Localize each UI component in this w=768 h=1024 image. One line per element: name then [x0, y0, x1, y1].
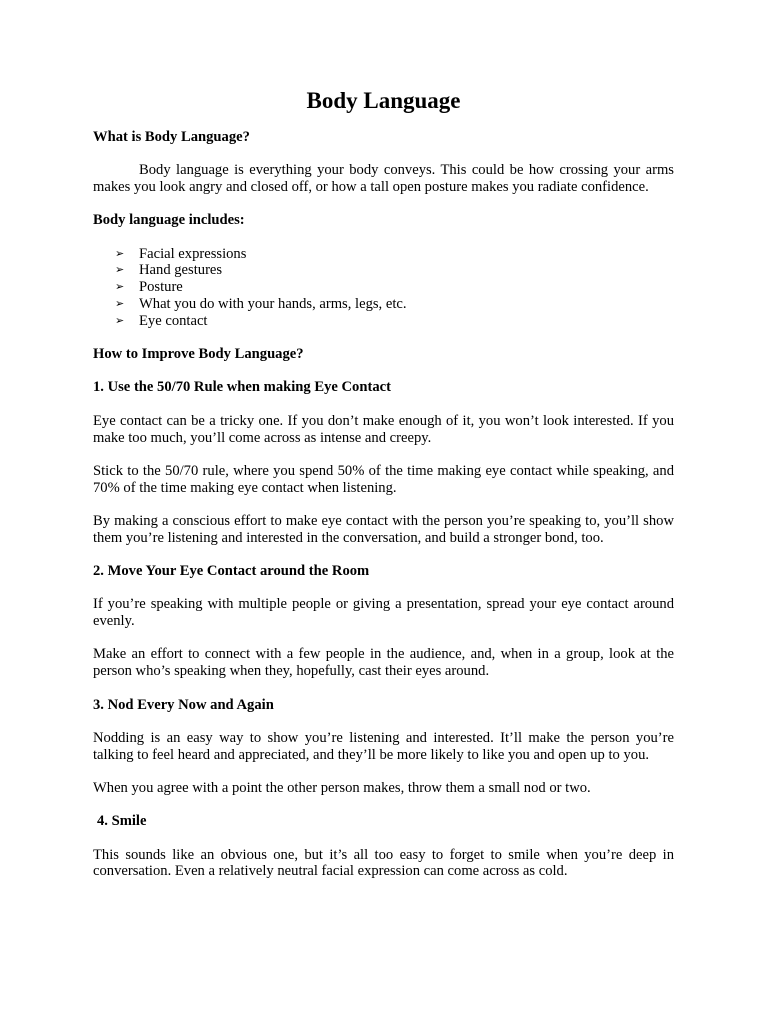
heading-smile: 4. Smile	[97, 813, 147, 830]
heading-body-language-includes: Body language includes:	[93, 212, 245, 229]
list-item	[93, 296, 674, 313]
arrowhead-bullet-icon: ➢	[115, 246, 125, 260]
arrowhead-bullet-icon: ➢	[115, 280, 125, 294]
arrowhead-bullet-icon: ➢	[115, 297, 125, 311]
heading-eye-contact-rule: 1. Use the 50/70 Rule when making Eye Contact	[93, 379, 391, 396]
paragraph-move-eye-contact-2: Make an effort to connect with a few people in the audience, and, when in a group, look at the person who’s speaking when they, hopefully, cast their eyes around.	[93, 646, 674, 680]
heading-how-to-improve: How to Improve Body Language?	[93, 346, 304, 363]
list-item	[93, 313, 674, 330]
document-page	[93, 86, 674, 897]
paragraph-move-eye-contact-1: If you’re speaking with multiple people or giving a presentation, spread your eye contact around evenly.	[93, 596, 674, 630]
arrowhead-bullet-icon: ➢	[115, 313, 125, 327]
heading-nod: 3. Nod Every Now and Again	[93, 696, 274, 713]
paragraph-nod-2: When you agree with a point the other person makes, throw them a small nod or two.	[93, 779, 591, 796]
list-item-text: Eye contact	[139, 312, 208, 329]
paragraph-nod-1: Nodding is an easy way to show you’re listening and interested. It’ll make the person you’re talking to feel heard and appreciated, and they’ll be more likely to like you and open up to you.	[93, 729, 674, 763]
list-item	[93, 246, 674, 263]
includes-bullet-list	[93, 246, 674, 330]
arrowhead-bullet-icon: ➢	[115, 263, 125, 277]
heading-move-eye-contact: 2. Move Your Eye Contact around the Room	[93, 563, 370, 580]
list-item	[93, 279, 674, 296]
paragraph-eye-contact-2: Stick to the 50/70 rule, where you spend 50% of the time making eye contact while speaking, and 70% of the time making eye contact when listening.	[93, 462, 674, 496]
document-title: Body Language	[306, 88, 461, 113]
list-item-text: Posture	[139, 279, 183, 296]
list-item-text: Hand gestures	[139, 262, 223, 279]
list-item	[93, 262, 674, 279]
paragraph-smile-1: This sounds like an obvious one, but it’s all too easy to forget to smile when you’re deep in conversation. Even a relatively neutral facial expression can come across as cold.	[93, 846, 674, 880]
paragraph-what-is-body-language: Body language is everything your body conveys. This could be how crossing your arms makes you look angry and closed off, or how a tall open posture makes you radiate confidence.	[93, 162, 674, 196]
heading-what-is-body-language: What is Body Language?	[93, 129, 250, 145]
paragraph-eye-contact-1: Eye contact can be a tricky one. If you don’t make enough of it, you won’t look interested. If you make too much, you’ll come across as intense and creepy.	[93, 412, 674, 446]
paragraph-eye-contact-3: By making a conscious effort to make eye contact with the person you’re speaking to, you’ll show them you’re listening and interested in the conversation, and build a stronger bond, too.	[93, 512, 674, 546]
list-item-text: Facial expressions	[139, 245, 247, 262]
list-item-text: What you do with your hands, arms, legs, etc.	[139, 296, 407, 313]
